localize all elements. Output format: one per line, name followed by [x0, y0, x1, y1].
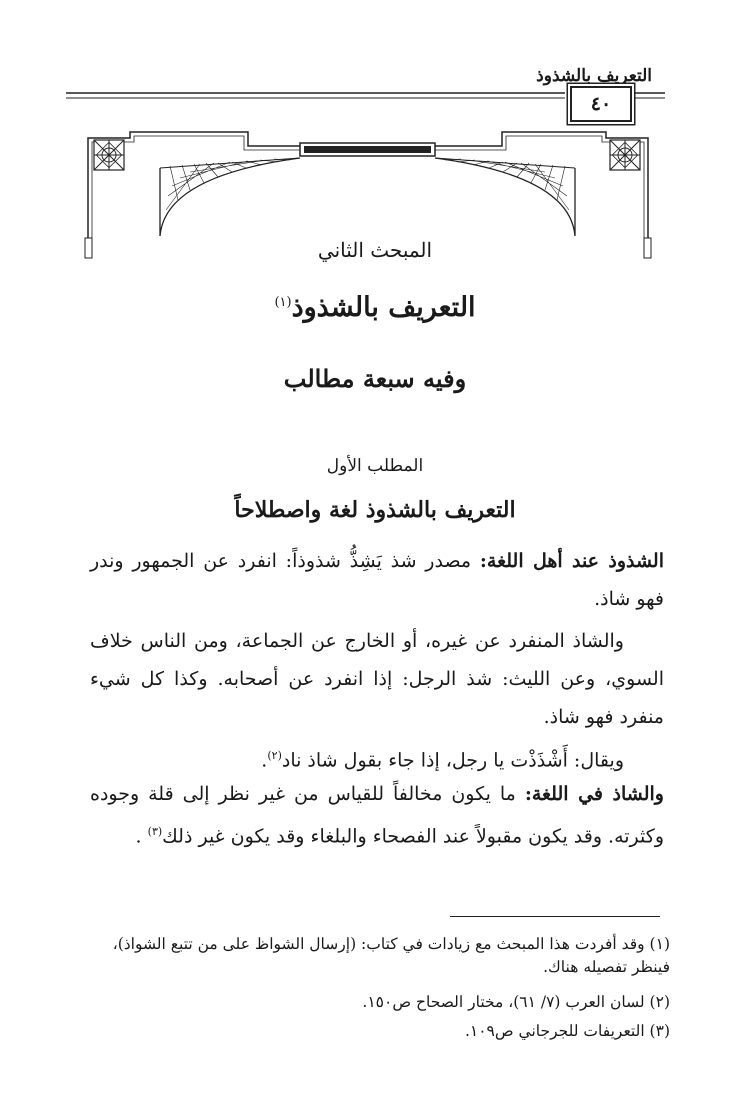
requirement-title: التعريف بالشذوذ لغة واصطلاحاً	[234, 497, 516, 523]
running-title: التعريف بالشذوذ	[536, 66, 652, 86]
paragraph-1	[90, 542, 664, 618]
paragraph-2: والشاذ المنفرد عن غيره، أو الخارج عن الجماعة، ومن الناس خلاف السوي، وعن الليث: شذ الرجل: إذا انفرد عن أصحابه. وكذا كل شيء منفرد فهو شاذ.	[90, 630, 664, 728]
paragraph-4-text: ما يكون مخالفاً للقياس من غير نظر إلى قلة وجوده وكثرته. وقد يكون مقبولاً عند الفصحاء والبلغاء وقد يكون غير ذلك	[90, 783, 664, 848]
spandrel-right	[435, 158, 575, 236]
footnote-3: (٣) التعريفات للجرجاني ص١٠٩.	[464, 1022, 670, 1040]
footnote-ref-1: (١)	[274, 295, 292, 310]
spandrel-left	[160, 158, 300, 236]
footnote-1: (١) وقد أفردت هذا المبحث مع زيادات في كتاب: (إرسال الشواظ على من تتبع الشواذ)، فينظر تفصيله هناك.	[112, 935, 670, 976]
paragraph-4-heading: والشاذ في اللغة:	[524, 783, 664, 805]
main-title	[0, 292, 750, 323]
header-ornament	[0, 0, 750, 270]
footnote-ref-2: (٢)	[267, 749, 282, 762]
arabesque-right-icon	[610, 140, 640, 170]
footnote-ref-3: (٣)	[147, 825, 163, 838]
main-title-text: التعريف بالشذوذ	[291, 292, 476, 323]
page-number: ٤٠	[570, 86, 632, 122]
arabesque-left-icon	[94, 140, 124, 170]
footnote-2: (٢) لسان العرب (٧/ ٦١)، مختار الصحاح ص١٥٠.	[362, 993, 670, 1011]
footnote-separator	[450, 916, 660, 917]
subtitle: وفيه سبعة مطالب	[283, 364, 467, 393]
paragraph-3-text: ويقال: أَشْذَذْت يا رجل، إذا جاء بقول شاذ ناد	[281, 749, 624, 772]
paragraph-1-text: مصدر شذ يَشِذُّ شذوذاً: انفرد عن الجمهور وندر فهو شاذ.	[90, 550, 664, 610]
requirement-label: المطلب الأول	[326, 456, 424, 476]
paragraph-3: ويقال: أَشْذَذْت يا رجل، إذا جاء بقول شاذ ناد$^{(٢)}$.	[261, 749, 624, 772]
paragraph-1-heading: الشذوذ عند أهل اللغة:	[479, 550, 664, 572]
section-label: المبحث الثاني	[317, 238, 433, 262]
paragraph-4: والشاذ في اللغة: ما يكون مخالفاً للقياس من غير نظر إلى قلة وجوده وكثرته. وقد يكون مقبولاً عند الفصحاء والبلغاء وقد يكون غير ذلك$^{(٣)}$ .	[90, 783, 664, 848]
